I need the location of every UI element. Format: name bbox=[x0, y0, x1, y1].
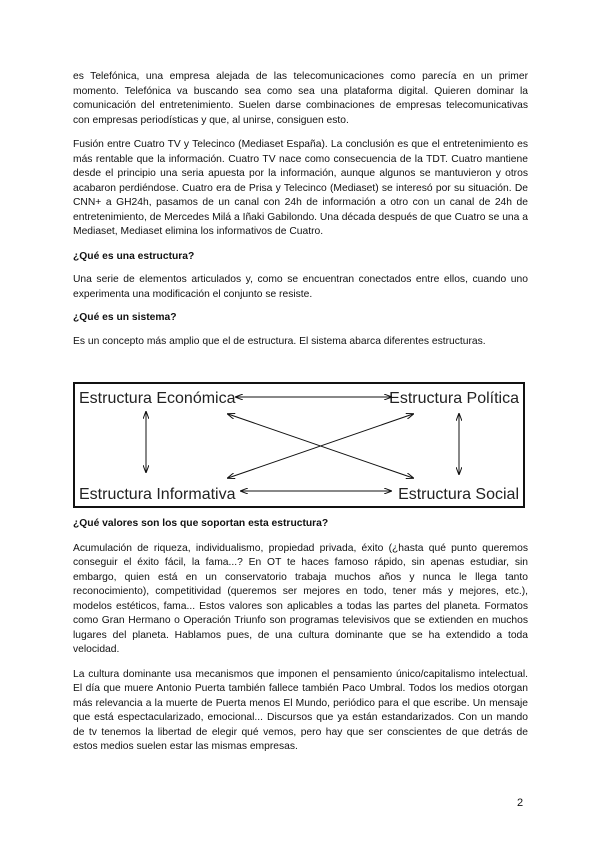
paragraph-cuatro-telecinco: Fusión entre Cuatro TV y Telecinco (Mediaset España). La conclusión es que el entretenimiento es más rentable que la información. Cuatro TV nace como consecuencia de la TDT. Cuatro mantiene desde el principio una seria apuesta por la información, aunque algunos se mantuvieron y otros acabaron perdiéndose. Cuatro era de Prisa y Telecinco (Mediaset) se interesó por su situación. De CNN+ a GH24h, pasamos de un canal con 24h de información a otro con un canal de 24h de entretenimiento, de Mercedes Milá a Iñaki Gabilondo. Una década después de que Cuatro se una a Mediaset, Mediaset elimina los informativos de Cuatro. bbox=[73, 139, 528, 237]
diagram-label-economica: Estructura Económica bbox=[79, 390, 236, 407]
page-number: 2 bbox=[517, 797, 524, 809]
document-body-continued bbox=[73, 517, 528, 755]
paragraph-cultura-dominante: La cultura dominante usa mecanismos que imponen el pensamiento único/capitalismo intelectual. El día que muere Antonio Puerta también fallece también Paco Umbral. Todos los medios otorgan más relevancia a la muerte de Puerta menos El Mundo, periódico para el que escribe. Un mensaje que está espectacularizado, emocional... Discursos que ya están estandarizados. Con un mando de tv tenemos la libertad de elegir qué vemos, pero hay que ser conscientes de que detrás de estos medios suelen estar las mismas empresas. bbox=[73, 668, 528, 752]
paragraph-estructura-definition: Una serie de elementos articulados y, como se encuentran conectados entre ellos, cuando uno experimenta una modificación el conjunto se resiste. bbox=[73, 274, 528, 300]
heading-valores: ¿Qué valores son los que soportan esta estructura? bbox=[73, 518, 329, 529]
paragraph-valores: Acumulación de riqueza, individualismo, propiedad privada, éxito (¿hasta qué punto queremos conseguir el éxito fácil, la fama...? En OT te haces famoso rápido, sin apenas estudiar, sin embargo, quien está en un conservatorio trabaja muchos años y nunca le llega tanto reconocimiento), competitividad (queremos ser mejores en todo, tener más y mejores, etc.), modelos estéticos, fama... Estos valores son aplicables a todas las partes del planeta. Formatos como Gran Hermano o Operación Triunfo son programas televisivos que se extienden en muchos lugares del planeta. Hablamos pues, de una cultura dominante que se ha extendido a toda velocidad. bbox=[73, 542, 528, 655]
diagram-label-informativa: Estructura Informativa bbox=[79, 486, 236, 503]
paragraph-telefonica: es Telefónica, una empresa alejada de las telecomunicaciones como parecía en un primer momento. Telefónica va buscando sea como sea una plataforma digital. Quieren dominar la comunicación del entretenimiento. Suelen darse combinaciones de empresas telecomunicativas con empresas periodísticas y que, al unirse, consiguen esto. bbox=[73, 71, 528, 126]
heading-sistema: ¿Qué es un sistema? bbox=[73, 312, 177, 323]
diagram-label-politica: Estructura Política bbox=[389, 390, 519, 407]
heading-estructura: ¿Qué es una estructura? bbox=[73, 250, 195, 262]
diagram-label-social: Estructura Social bbox=[398, 486, 519, 503]
structures-diagram bbox=[73, 382, 525, 508]
paragraph-sistema-definition: Es un concepto más amplio que el de estructura. El sistema abarca diferentes estructuras. bbox=[73, 335, 486, 347]
document-body bbox=[73, 70, 528, 349]
